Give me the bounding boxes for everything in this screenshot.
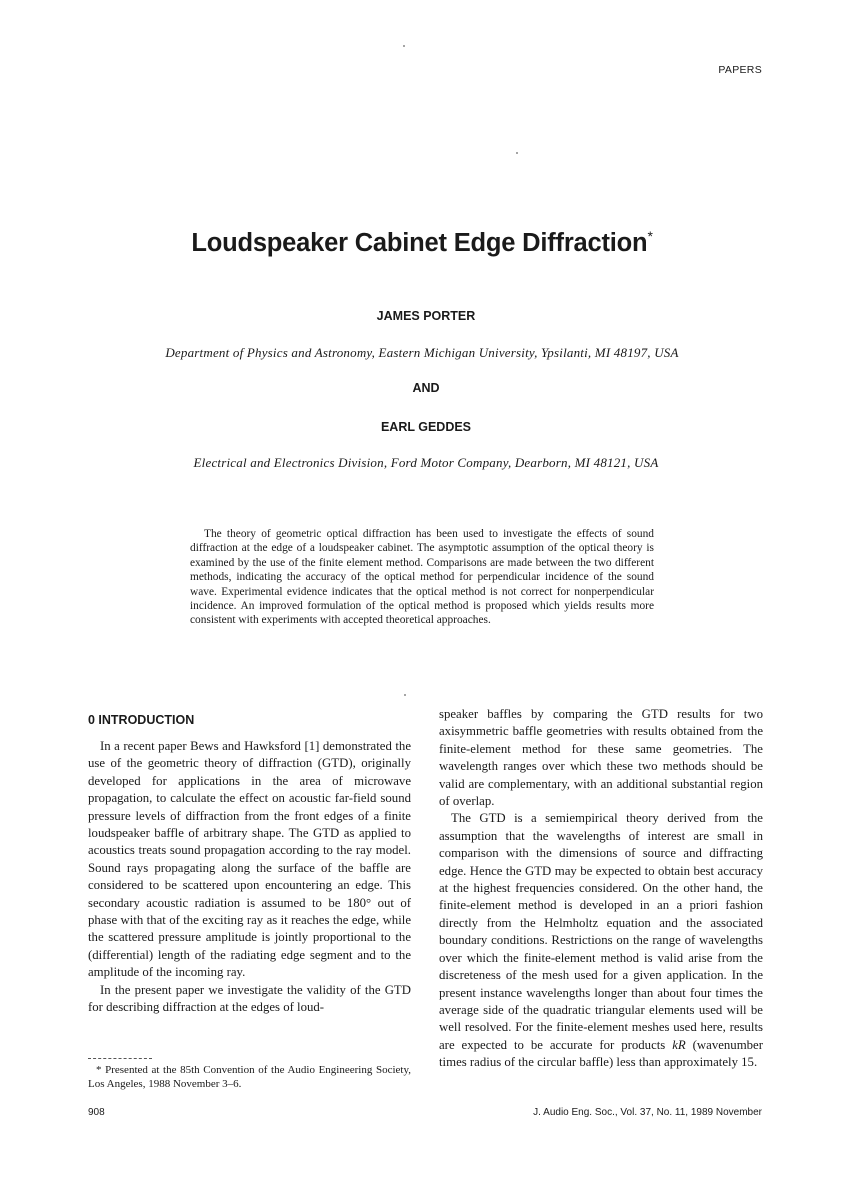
- body-column-right: [439, 706, 763, 1072]
- journal-reference: J. Audio Eng. Soc., Vol. 37, No. 11, 1989 November: [533, 1107, 762, 1118]
- abstract: The theory of geometric optical diffraction has been used to investigate the effects of sound diffraction at the edge of a loudspeaker cabinet. The asymptotic assumption of the optical theory is examined by the use of the finite element method. Comparisons are made between the two different methods, indicating the accuracy of the optical method for perpendicular incidence of the sound wave. Experimental evidence indicates that the optical method is not correct for nonperpendicular incidence. An improved formulation of the optical method is proposed which yields results more consistent with experiments with accepted theoretical approaches.: [190, 528, 654, 627]
- author-name: JAMES PORTER: [376, 309, 476, 323]
- title-footnote-mark: *: [647, 228, 653, 244]
- title-text: Loudspeaker Cabinet Edge Diffraction: [191, 229, 648, 257]
- scan-speck: [403, 45, 405, 47]
- body-text: (wavenumber times radius of the circular baffle) less than approximately 15.: [439, 1037, 763, 1070]
- scan-speck: [404, 694, 406, 696]
- body-text: The GTD is a semiempirical theory derived from the assumption that the wavelengths of interest are small in comparison with the dimensions of source and diffracting edge. Hence the GTD may be expected to obtain best accuracy at the highest frequencies considered. On the other hand, the finite-element method is developed in an a priori fashion directly from the Helmholtz equation and the associated boundary conditions. Restrictions on the range of wavelengths over which the finite-element method is valid arise from the discreteness of the mesh used for a given application. In the present instance wavelengths longer than about four times the average side of the quadratic triangular elements used will be well resolved. For the finite-element meshes used here, results are expected to be accurate for products: [439, 811, 763, 1052]
- author-affiliation: Electrical and Electronics Division, Ford Motor Company, Dearborn, MI 48121, USA: [193, 455, 659, 470]
- footnote-rule: [88, 1058, 152, 1059]
- scan-speck: [516, 152, 518, 154]
- math-variable: kR: [672, 1037, 686, 1052]
- author-conjunction: AND: [412, 381, 440, 395]
- body-column-left: [88, 712, 411, 1017]
- page-number: 908: [88, 1107, 105, 1118]
- body-paragraph: [439, 810, 763, 1071]
- footnote: * Presented at the 85th Convention of the Audio Engineering Society, Los Angeles, 1988 November 3–6.: [88, 1064, 411, 1090]
- author-affiliation: Department of Physics and Astronomy, Eastern Michigan University, Ypsilanti, MI 48197, USA: [165, 345, 679, 360]
- paper-title: [0, 228, 844, 258]
- author-name: EARL GEDDES: [380, 420, 472, 434]
- section-heading: 0 INTRODUCTION: [88, 713, 195, 727]
- body-paragraph: In the present paper we investigate the validity of the GTD for describing diffraction at the edges of loud-: [88, 982, 411, 1015]
- section-label: PAPERS: [718, 64, 762, 76]
- body-paragraph: speaker baffles by comparing the GTD results for two axisymmetric baffle geometries with results obtained from the finite-element method for these same geometries. The wavelength ranges over which these two methods should be valid are complementary, with an additional substantial region of overlap.: [439, 707, 763, 809]
- body-paragraph: In a recent paper Bews and Hawksford [1] demonstrated the use of the geometric theory of diffraction (GTD), originally developed for applications in the area of microwave propagation, to calculate the effect on acoustic far-field sound pressure levels of diffraction from the front edges of a finite loudspeaker baffle of arbitrary shape. The GTD as applied to acoustics treats sound propagation according to the ray model. Sound rays propagating along the surface of the baffle are considered to be scattered upon encountering an edge. This secondary acoustic radiation is assumed to be 180° out of phase with that of the exciting ray as it reaches the edge, while the scattered pressure amplitude is jointly proportional to the (differential) length of the radiating edge segment and to the amplitude of the incoming ray.: [88, 739, 411, 980]
